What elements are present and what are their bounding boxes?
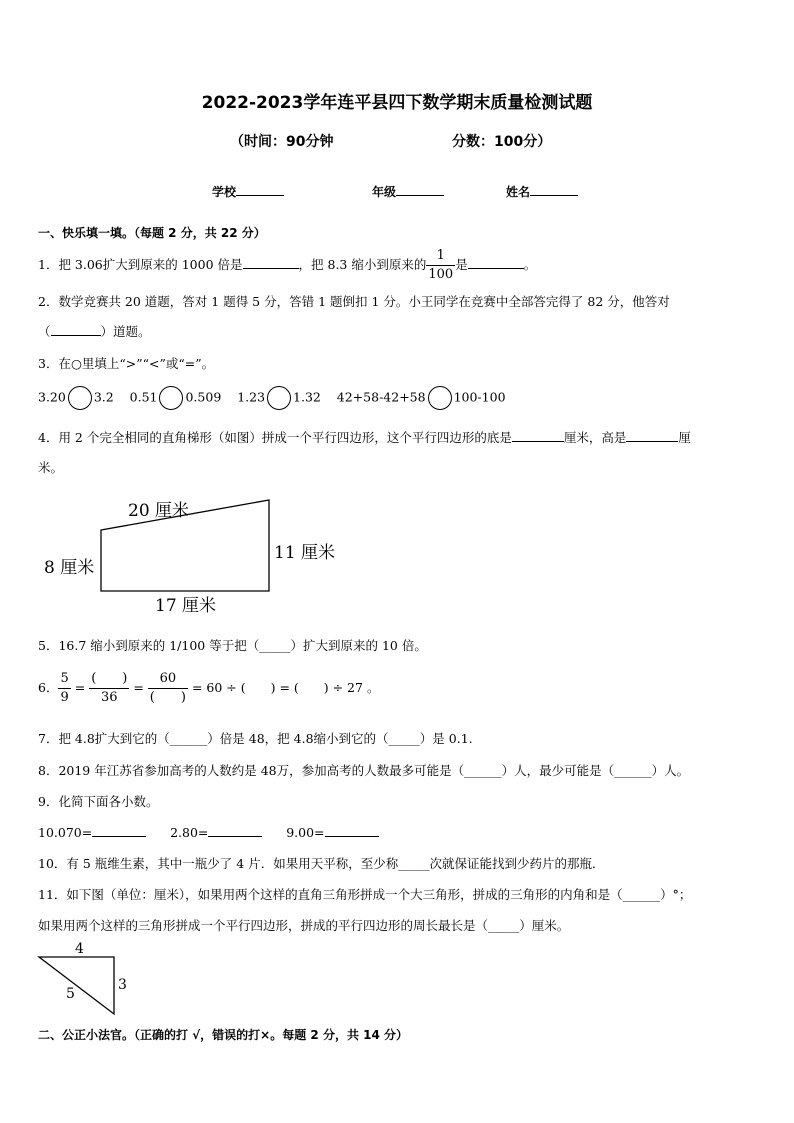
right-triangle-shape bbox=[39, 957, 114, 1014]
compare-circle-4[interactable] bbox=[428, 386, 452, 410]
trapezoid-bottom-label: 17 厘米 bbox=[155, 596, 217, 616]
q9-blank-3[interactable] bbox=[325, 823, 379, 837]
question-1: 1．把 3.06扩大到原来的 1000 倍是 ，把 8.3 缩小到原来的 $\frac{1}{100}$ 是 。 bbox=[38, 248, 537, 282]
grade-field bbox=[372, 182, 444, 200]
question-6: 6． $\frac{5}{9}$ = $\frac{( )}{36}$ = $\frac{60}{( )}$ = 60 ÷ ( ) = ( ) ÷ 27 。 bbox=[38, 671, 380, 705]
question-7: 7．把 4.8扩大到它的（______）倍是 48，把 4.8缩小到它的（_____）是 0.1. bbox=[38, 731, 473, 746]
trapezoid-figure bbox=[40, 490, 350, 620]
compare-circle-1[interactable] bbox=[68, 386, 92, 410]
question-9: 9．化简下面各小数。 bbox=[38, 794, 159, 809]
name-field bbox=[506, 182, 578, 200]
trapezoid-right-label: 11 厘米 bbox=[274, 543, 336, 563]
q6-fraction-1: $\frac{5}{9}$ bbox=[60, 671, 69, 705]
triangle-figure bbox=[34, 938, 144, 1018]
question-11-line-1: 11．如下图（单位：厘米），如果用两个这样的直角三角形拼成一个大三角形，拼成的三角形的内角和是（______）°； bbox=[38, 887, 692, 902]
question-10: 10．有 5 瓶维生素，其中一瓶少了 4 片．如果用天平称，至少称_____次就保证能找到少药片的那瓶． bbox=[38, 856, 605, 871]
q9-blank-2[interactable] bbox=[208, 823, 262, 837]
exam-score: 分数：100分） bbox=[452, 134, 552, 150]
question-9-items: 10.070= 2.80= 9.00= bbox=[38, 823, 379, 840]
question-3-items: 3.20 3.2 0.51 0.509 1.23 1.32 42+58-42+58 100-100 bbox=[38, 386, 506, 410]
q4-blank-2[interactable] bbox=[626, 428, 678, 442]
compare-circle-3[interactable] bbox=[267, 386, 291, 410]
q1-blank-2[interactable] bbox=[468, 255, 524, 269]
trapezoid-top-label: 20 厘米 bbox=[128, 501, 190, 521]
school-blank[interactable] bbox=[236, 182, 284, 196]
q6-fraction-3: $\frac{60}{( )}$ bbox=[149, 671, 186, 705]
school-field bbox=[212, 182, 284, 200]
compare-circle-2[interactable] bbox=[159, 386, 183, 410]
section2-heading: 二、公正小法官。（正确的打 √，错误的打×。每题 2 分，共 14 分） bbox=[38, 1028, 408, 1042]
trapezoid-left-label: 8 厘米 bbox=[44, 558, 95, 578]
q4-blank-1[interactable] bbox=[512, 428, 564, 442]
grade-blank[interactable] bbox=[396, 182, 444, 196]
q6-fraction-2: $\frac{( )}{36}$ bbox=[91, 671, 128, 705]
triangle-top-label: 4 bbox=[75, 941, 84, 957]
question-4-line-2: 米。 bbox=[38, 460, 64, 475]
page-title: 2022-2023学年连平县四下数学期末质量检测试题 bbox=[201, 93, 593, 113]
grade-label: 年级 bbox=[372, 185, 397, 199]
q9-blank-1[interactable] bbox=[92, 823, 146, 837]
question-3: 3．在○里填上“>”“<”或“=”。 bbox=[38, 356, 215, 371]
triangle-hyp-label: 5 bbox=[66, 986, 75, 1002]
section1-heading: 一、快乐填一填。（每题 2 分，共 22 分） bbox=[38, 226, 266, 240]
question-4-line-1: 4．用 2 个完全相同的直角梯形（如图）拼成一个平行四边形，这个平行四边形的底是 厘米，高是 厘 bbox=[38, 430, 691, 445]
exam-time: （时间：90分钟 bbox=[230, 134, 334, 150]
name-blank[interactable] bbox=[530, 182, 578, 196]
question-5: 5．16.7 缩小到原来的 1/100 等于把（_____）扩大到原来的 10 倍。 bbox=[38, 638, 427, 653]
name-label: 姓名 bbox=[506, 185, 531, 199]
question-8: 8．2019 年江苏省参加高考的人数约是 48万，参加高考的人数最多可能是（______）人，最少可能是（______）人。 bbox=[38, 763, 690, 778]
question-11-line-2: 如果用两个这样的三角形拼成一个平行四边形，拼成的平行四边形的周长最长是（_____）厘米。 bbox=[38, 918, 570, 933]
question-2-line-1: 2．数学竞赛共 20 道题，答对 1 题得 5 分，答错 1 题倒扣 1 分。小王同学在竞赛中全部答完得了 82 分，他答对 bbox=[38, 294, 670, 309]
triangle-right-label: 3 bbox=[118, 977, 127, 993]
question-2-line-2: （ ）道题。 bbox=[38, 324, 151, 339]
q1-blank-1[interactable] bbox=[243, 255, 299, 269]
school-label: 学校 bbox=[212, 185, 237, 199]
q1-fraction: $\frac{1}{100}$ bbox=[428, 248, 454, 282]
q2-blank[interactable] bbox=[51, 322, 101, 336]
